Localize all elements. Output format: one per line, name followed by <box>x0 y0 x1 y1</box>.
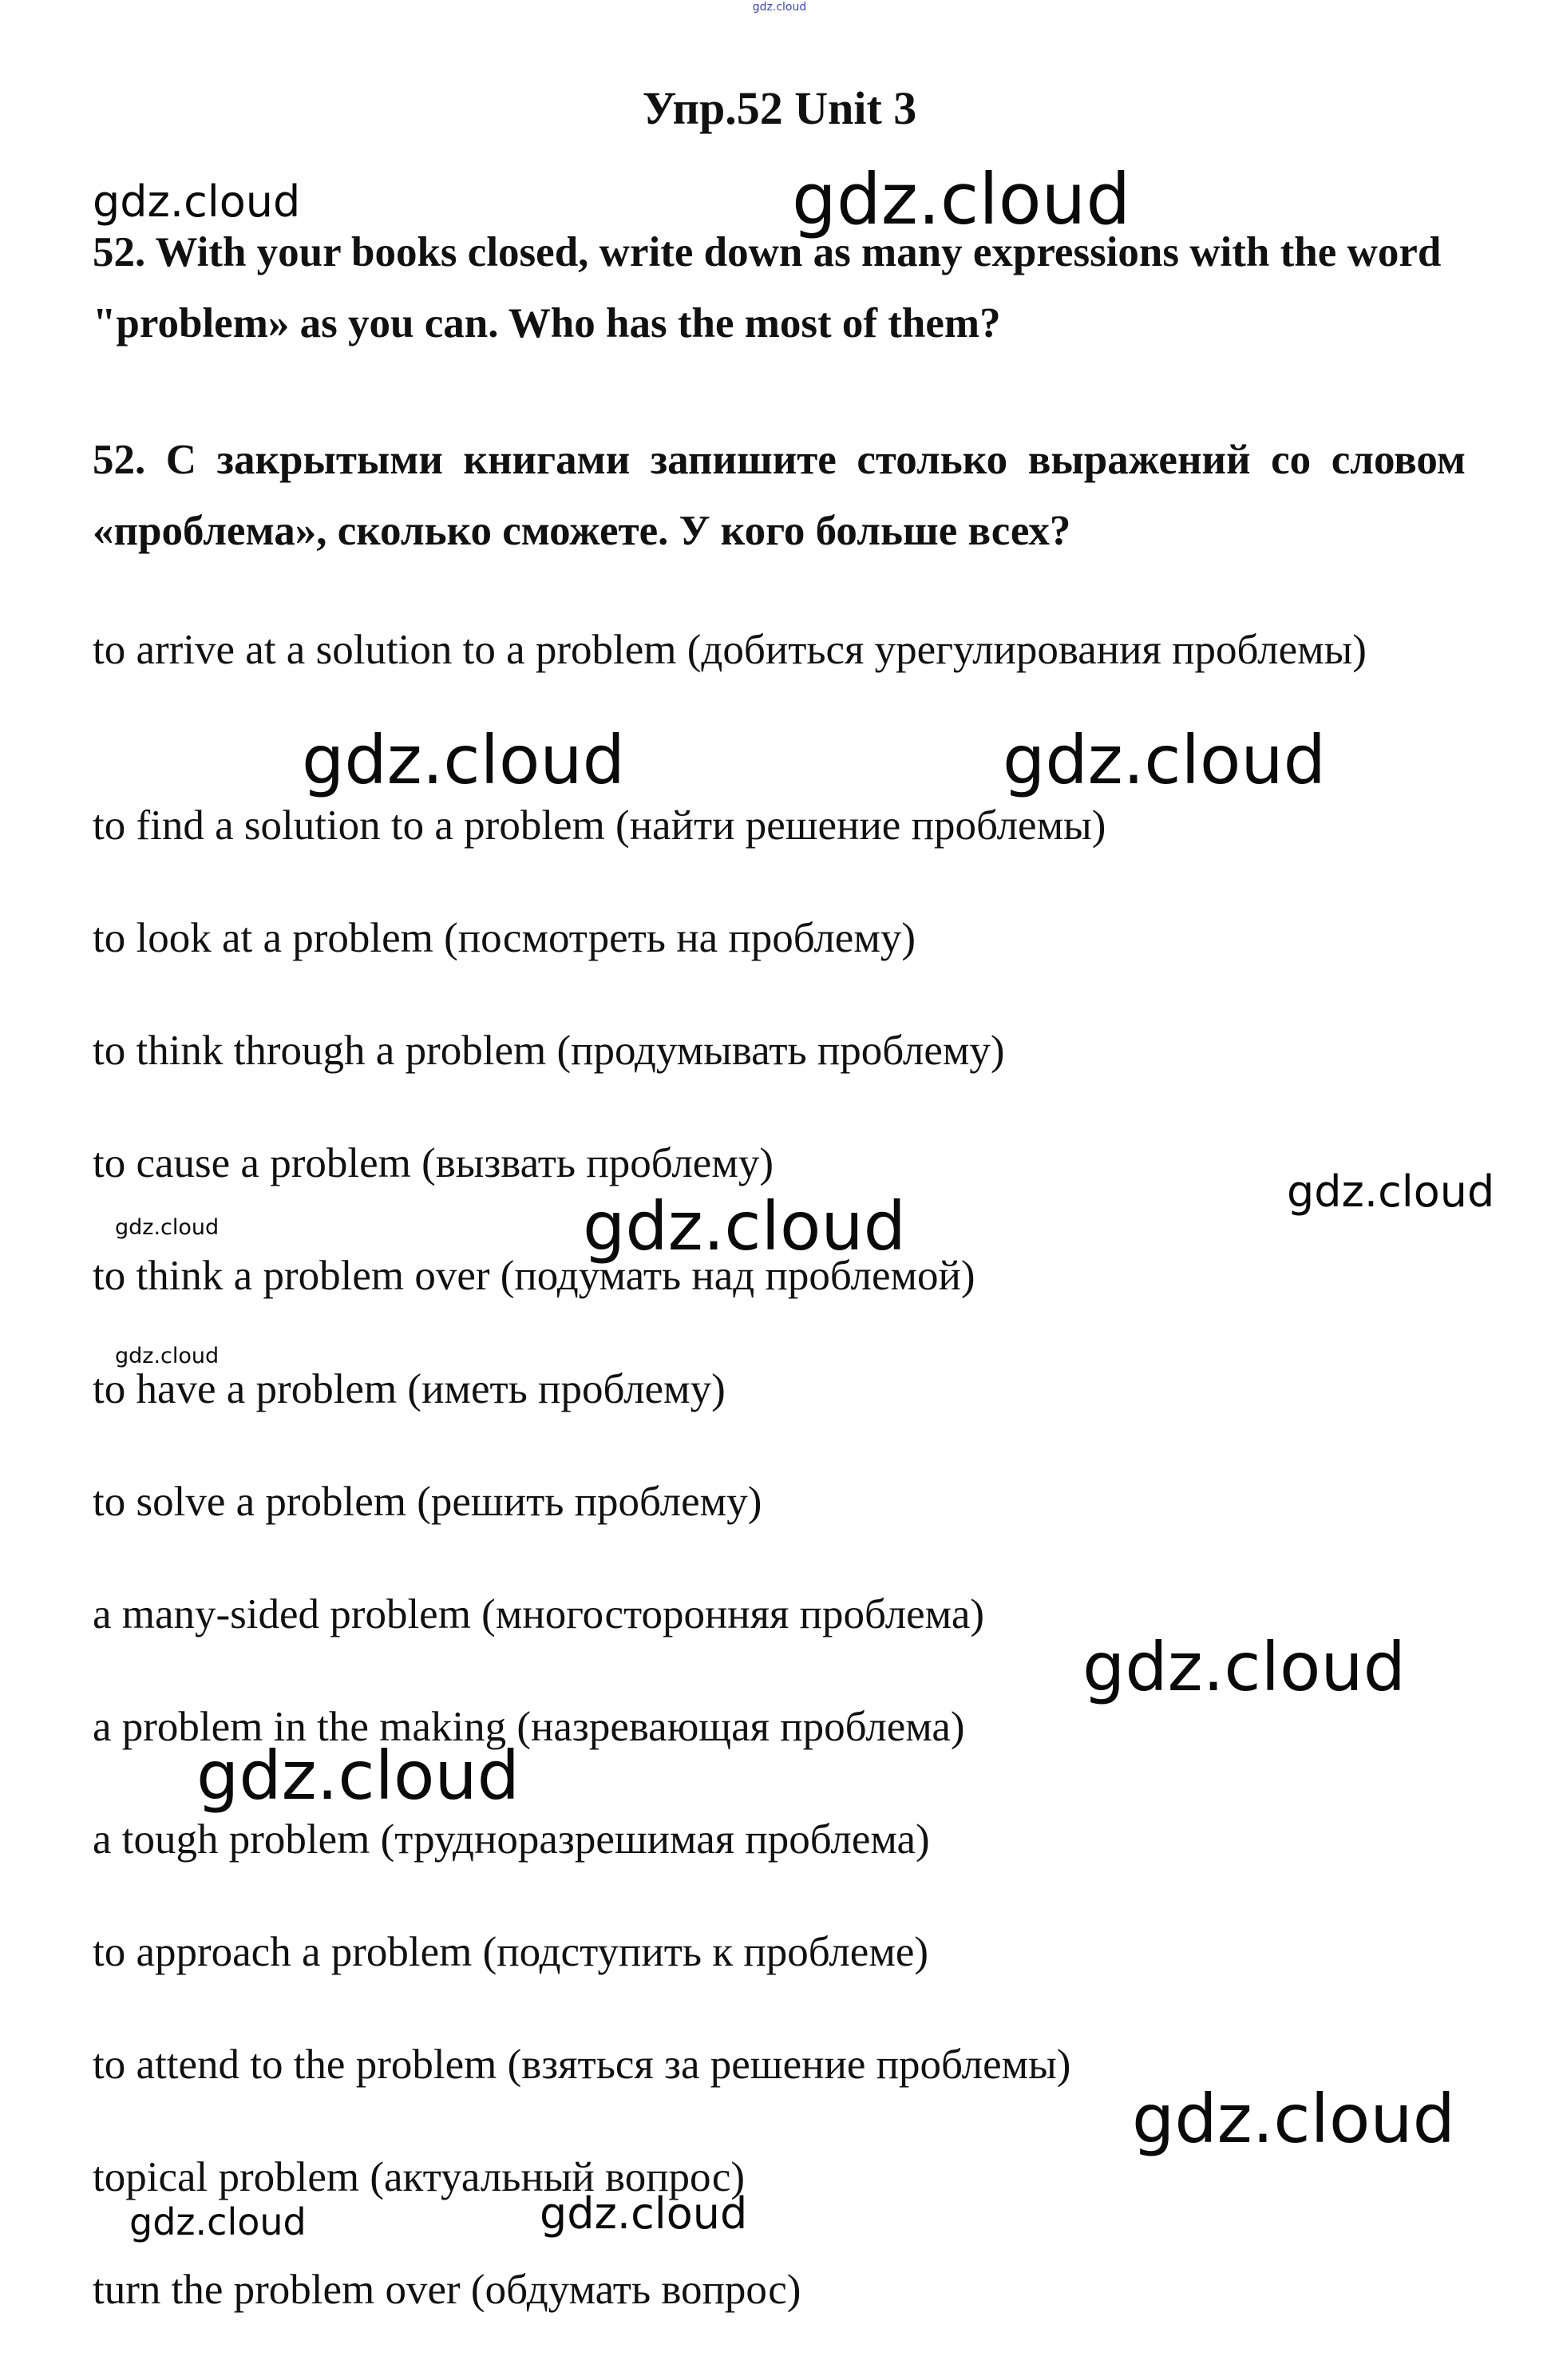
watermark: gdz.cloud <box>1287 1166 1495 1217</box>
phrase-item: to think a problem over (подумать над проблемой) <box>93 1253 975 1299</box>
phrase-item: to have a problem (иметь проблему) <box>93 1366 726 1412</box>
phrase-item: to attend to the problem (взяться за решение проблемы) <box>93 2041 1071 2088</box>
watermark: gdz.cloud <box>115 1215 220 1240</box>
phrase-item: to look at a problem (посмотреть на проблему) <box>93 915 916 961</box>
phrase-item: to think through a problem (продумывать проблему) <box>93 1028 1005 1074</box>
watermark: gdz.cloud <box>792 158 1131 240</box>
phrase-item: a problem in the making (назревающая проблема) <box>93 1704 965 1750</box>
top-watermark: gdz.cloud <box>752 1 807 14</box>
task-english: 52. With your books closed, write down as many expressions with the word "problem» as you can. Who has the most of them? <box>93 229 1442 347</box>
watermark: gdz.cloud <box>1082 1628 1406 1706</box>
phrase-item: to find a solution to a problem (найти решение проблемы) <box>93 802 1106 849</box>
phrase-item: to approach a problem (подступить к проблеме) <box>93 1929 929 1975</box>
page-title: Упр.52 Unit 3 <box>642 82 917 134</box>
watermark: gdz.cloud <box>1132 2080 1455 2158</box>
watermark: gdz.cloud <box>540 2188 748 2239</box>
phrase-item: to solve a problem (решить проблему) <box>93 1479 762 1525</box>
watermark: gdz.cloud <box>93 176 301 227</box>
task-russian: 52. С закрытыми книгами запишите столько выражений со словом «проблема», сколько сможете. У кого больше всех? <box>93 437 1466 554</box>
phrase-item: a tough problem (трудноразрешимая проблема) <box>93 1816 930 1863</box>
phrase-item: to arrive at a solution to a problem (добиться урегулирования проблемы) <box>93 627 1367 673</box>
watermark: gdz.cloud <box>115 1344 220 1368</box>
watermark: gdz.cloud <box>302 721 625 799</box>
phrase-item: turn the problem over (обдумать вопрос) <box>93 2267 801 2313</box>
watermark: gdz.cloud <box>1003 721 1326 799</box>
watermark: gdz.cloud <box>129 2200 307 2243</box>
watermark: gdz.cloud <box>583 1187 906 1265</box>
watermark: gdz.cloud <box>196 1736 520 1815</box>
phrase-item: topical problem (актуальный вопрос) <box>93 2154 746 2200</box>
phrase-item: a many-sided problem (многосторонняя проблема) <box>93 1591 985 1637</box>
phrase-item: to cause a problem (вызвать проблему) <box>93 1140 774 1186</box>
